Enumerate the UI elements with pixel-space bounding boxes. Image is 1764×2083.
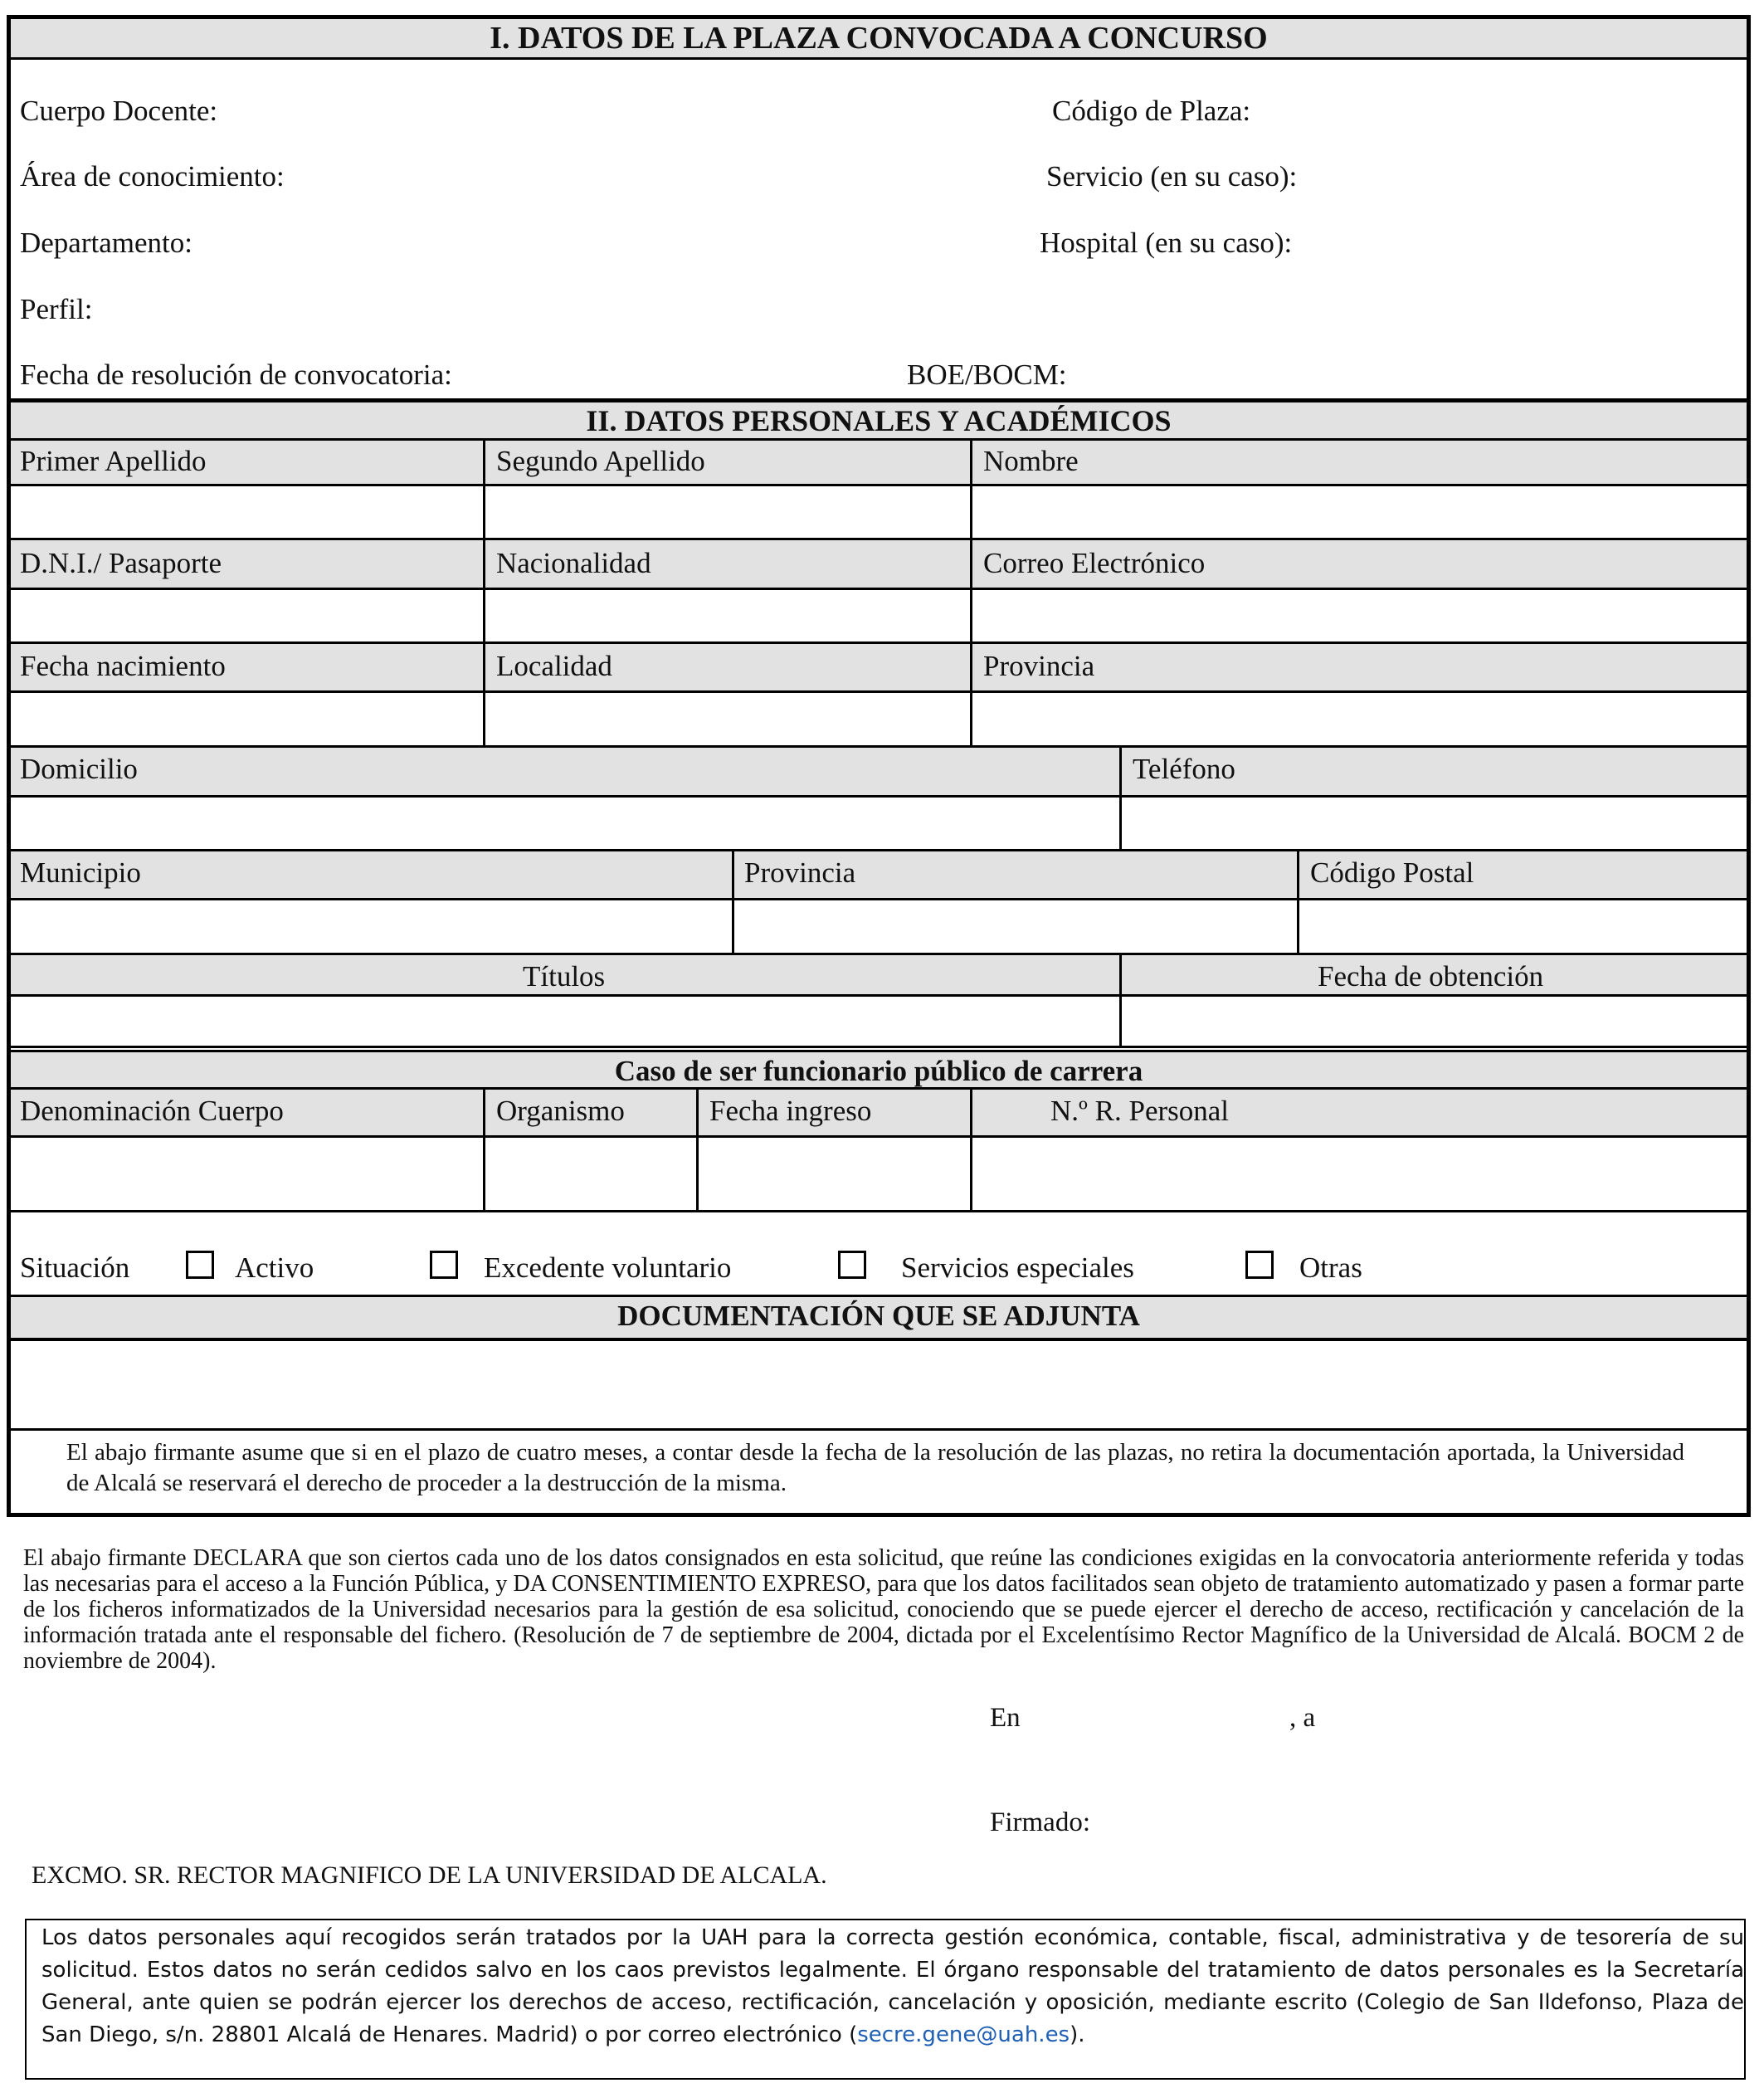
primer-apellido-label: Primer Apellido — [20, 445, 207, 477]
proteccion-email-link[interactable]: secre.gene@uah.es — [857, 2022, 1070, 2047]
provincia-field[interactable] — [972, 693, 1747, 745]
telefono-label: Teléfono — [1133, 753, 1235, 785]
firmado-label: Firmado: — [990, 1807, 1090, 1837]
nrp-label: N.º R. Personal — [1050, 1095, 1230, 1127]
firma-a-label: , a — [1289, 1703, 1316, 1733]
hospital-label: Hospital (en su caso): — [1040, 227, 1293, 259]
documentacion-field[interactable] — [11, 1341, 1747, 1428]
proteccion-body: Los datos personales aquí recogidos serán tratados por la UAH para la correcta gestión económica, contable, fiscal, administrativa y de tesorería de su solicitud. Estos datos no serán cedidos salvo en los caos previstos legalmente. El órgano responsable del tratamiento de datos personales es la Secretaría General, ante quien se podrán ejercer los derechos de acceso, rectificación, cancelación y oposición, mediante escrito (Colegio de San Ildefonso, Plaza de San Diego, s/n. 28801 Alcalá de Henares. Madrid) o por correo electrónico ( — [41, 1925, 1744, 2047]
boe-label: BOE/BOCM: — [907, 359, 1067, 391]
situacion-label: Situación — [20, 1251, 130, 1284]
titulos-label: Títulos — [523, 960, 606, 993]
provincia2-label: Provincia — [744, 856, 856, 889]
denominacion-label: Denominación Cuerpo — [20, 1095, 284, 1127]
telefono-field[interactable] — [1122, 798, 1747, 849]
firma-en-label: En — [990, 1703, 1021, 1733]
fecha-nacimiento-field[interactable] — [11, 693, 483, 745]
declaracion-text: El abajo firmante DECLARA que son ciertos cada uno de los datos consignados en esta solicitud, que reúne las condiciones exigidas en la convocatoria anteriormente referida y todas las necesarias para el acceso a la Función Pública, y DA CONSENTIMIENTO EXPRESO, para que los datos facilitados sean objeto de tratamiento automatizado y pasen a formar parte de los ficheros informatizados de la Universidad necesarios para la gestión de esa solicitud, conociendo que se puede ejercer el derecho de acceso, rectificación y cancelación de la información tratada ante el responsable del fichero. (Resolución de 7 de septiembre de 2004, dictada por el Excelentísimo Rector Magnífico de la Universidad de Alcalá. BOCM 2 de noviembre de 2004). — [23, 1545, 1744, 1674]
otras-label: Otras — [1299, 1251, 1362, 1284]
titulos-field[interactable] — [11, 997, 1119, 1046]
dni-label: D.N.I./ Pasaporte — [20, 547, 222, 579]
firma-fecha-field[interactable] — [1336, 1700, 1684, 1736]
provincia-label: Provincia — [983, 650, 1095, 682]
localidad-field[interactable] — [485, 693, 970, 745]
excedente-label: Excedente voluntario — [484, 1251, 732, 1284]
correo-label: Correo Electrónico — [983, 547, 1206, 579]
nombre-label: Nombre — [983, 445, 1079, 477]
firma-lugar-field[interactable] — [1037, 1700, 1286, 1736]
denominacion-field[interactable] — [11, 1138, 483, 1207]
domicilio-label: Domicilio — [20, 753, 138, 785]
destinatario-label: EXCMO. SR. RECTOR MAGNIFICO DE LA UNIVERSIDAD DE ALCALA. — [32, 1861, 827, 1889]
codigo-plaza-label: Código de Plaza: — [1052, 95, 1251, 127]
domicilio-field[interactable] — [11, 798, 1119, 849]
fecha-ingreso-label: Fecha ingreso — [709, 1095, 872, 1127]
servicios-especiales-checkbox[interactable] — [838, 1251, 866, 1279]
documentacion-aviso: El abajo firmante asume que si en el plazo de cuatro meses, a contar desde la fecha de la resolución de las plazas, no retira la documentación aportada, la Universidad de Alcalá se reservará el derecho de proceder a la destrucción de la misma. — [66, 1439, 1684, 1496]
departamento-label: Departamento: — [20, 227, 192, 259]
otras-checkbox[interactable] — [1245, 1251, 1274, 1279]
area-label: Área de conocimiento: — [20, 160, 285, 193]
segundo-apellido-label: Segundo Apellido — [496, 445, 705, 477]
nrp-field[interactable] — [972, 1138, 1747, 1207]
firma-field[interactable] — [1112, 1801, 1610, 1851]
codigo-postal-field[interactable] — [1299, 900, 1747, 953]
cuerpo-docente-label: Cuerpo Docente: — [20, 95, 218, 127]
documentacion-title: DOCUMENTACIÓN QUE SE ADJUNTA — [617, 1300, 1140, 1332]
perfil-label: Perfil: — [20, 293, 93, 325]
servicios-especiales-label: Servicios especiales — [901, 1251, 1134, 1284]
excedente-checkbox[interactable] — [430, 1251, 458, 1279]
municipio-field[interactable] — [11, 900, 732, 953]
nacionalidad-label: Nacionalidad — [496, 547, 651, 579]
codigo-postal-label: Código Postal — [1310, 856, 1474, 889]
organismo-field[interactable] — [485, 1138, 696, 1207]
provincia2-field[interactable] — [734, 900, 1297, 953]
proteccion-cierre: ). — [1070, 2022, 1085, 2047]
municipio-label: Municipio — [20, 856, 141, 889]
section2-title: II. DATOS PERSONALES Y ACADÉMICOS — [586, 404, 1172, 437]
localidad-label: Localidad — [496, 650, 612, 682]
primer-apellido-field[interactable] — [11, 486, 483, 538]
correo-field[interactable] — [972, 590, 1747, 641]
funcionario-title: Caso de ser funcionario público de carrera — [614, 1055, 1143, 1087]
fecha-obtencion-field[interactable] — [1122, 997, 1747, 1046]
section1-title: I. DATOS DE LA PLAZA CONVOCADA A CONCURSO — [490, 21, 1268, 56]
activo-checkbox[interactable] — [186, 1251, 214, 1279]
nacionalidad-field[interactable] — [485, 590, 970, 641]
fecha-nacimiento-label: Fecha nacimiento — [20, 650, 226, 682]
fecha-ingreso-field[interactable] — [699, 1138, 970, 1207]
servicio-label: Servicio (en su caso): — [1046, 160, 1298, 193]
activo-label: Activo — [235, 1251, 314, 1284]
segundo-apellido-field[interactable] — [485, 486, 970, 538]
organismo-label: Organismo — [496, 1095, 625, 1127]
nombre-field[interactable] — [972, 486, 1747, 538]
fecha-obtencion-label: Fecha de obtención — [1318, 960, 1544, 993]
proteccion-text — [41, 1922, 1744, 2051]
dni-field[interactable] — [11, 590, 483, 641]
fecha-resolucion-label: Fecha de resolución de convocatoria: — [20, 359, 452, 391]
